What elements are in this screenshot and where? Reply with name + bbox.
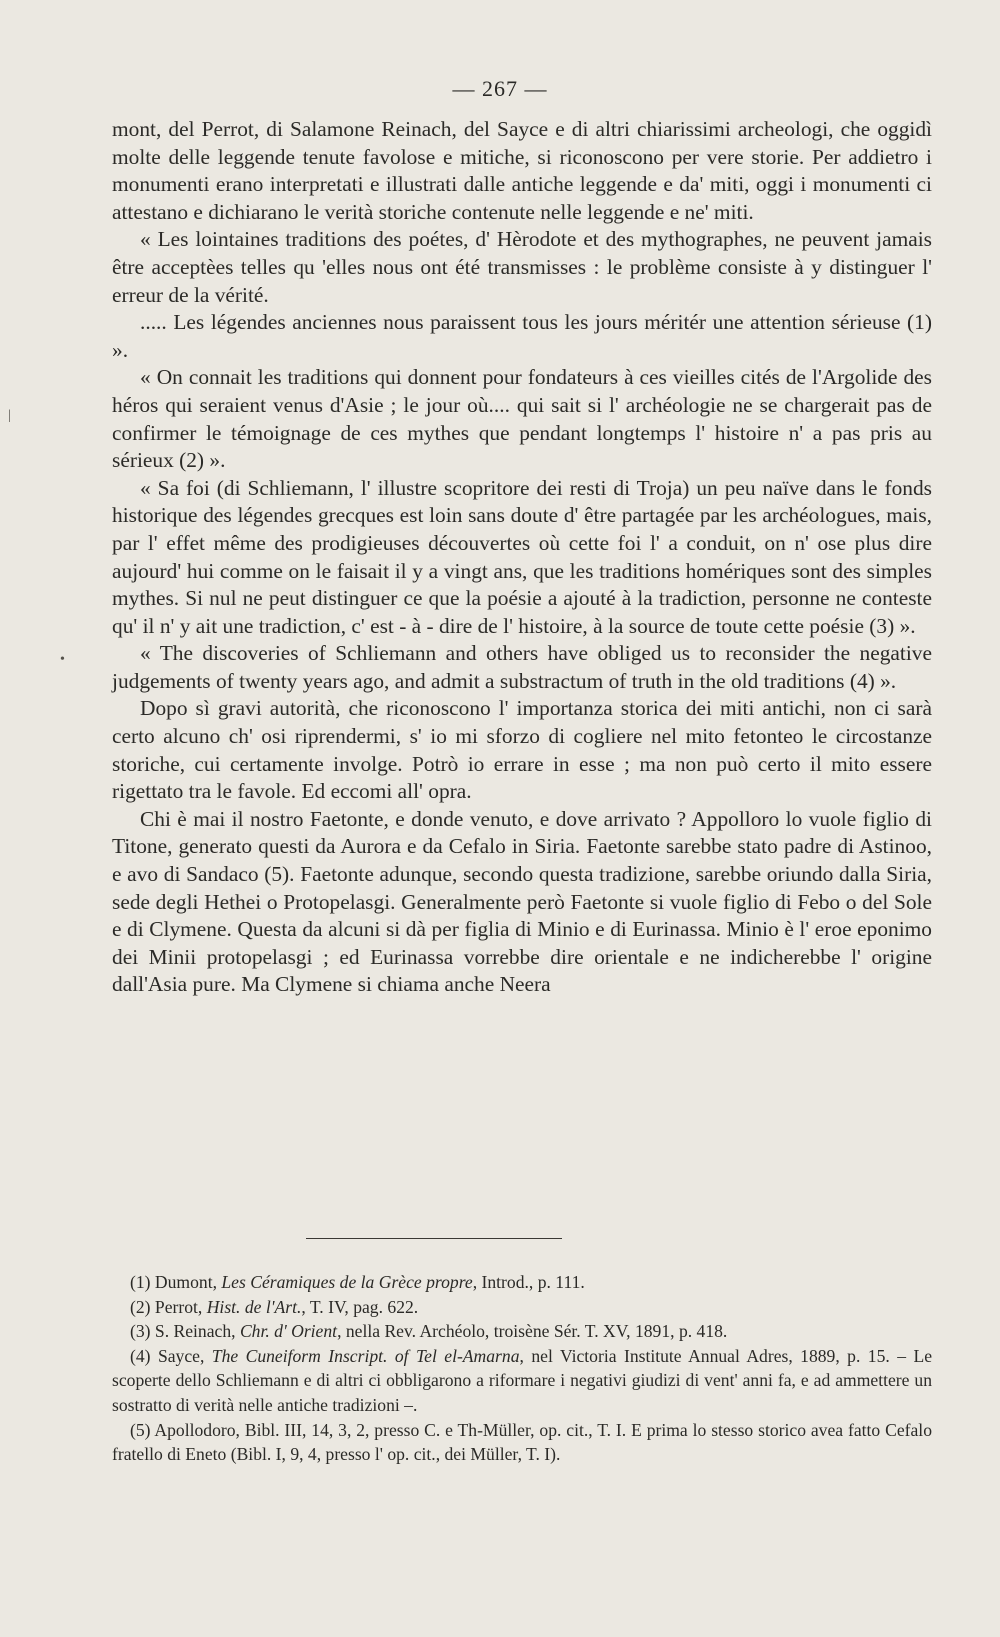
footnote-2-pre: (2) Perrot, xyxy=(130,1296,207,1317)
main-text xyxy=(112,116,932,999)
footnote-2 xyxy=(112,1295,932,1320)
footnote-3-title: Chr. d' Orient xyxy=(239,1321,338,1342)
footnote-4-post: , nel Victoria Institute Annual Adres, 1889, p. 15. – Le scoperte dello Schliemann e di altri ci obbligarono a riformare i negativi giudizi di vent' anni fa, e ad ammettere un sostratto di verità nelle antiche tradizioni –. xyxy=(112,1345,933,1415)
footnote-3-pre: (3) S. Reinach, xyxy=(130,1321,240,1342)
footnote-3 xyxy=(112,1319,932,1344)
footnotes xyxy=(112,1270,932,1467)
paragraph-8: Chi è mai il nostro Faetonte, e donde venuto, e dove arrivato ? Appolloro lo vuole figlio di Titone, generato questi da Aurora e da Cefalo in Siria. Faetonte sarebbe stato padre di Astinoo, e avo di Sandaco (5). Faetonte adunque, secondo questa tradizione, sarebbe oriundo dalla Siria, sede degli Hethei o Protopelasgi. Generalmente però Faetonte si vuole figlio di Febo o del Sole e di Clymene. Questa da alcuni si dà per figlia di Minio e di Eurinassa. Minio è l' eroe eponimo dei Minii protopelasgi ; ed Eurinassa vorrebbe dire orientale e ne indicherebbe l' origine dall'Asia pure. Ma Clymene si chiama anche Neera xyxy=(112,806,932,997)
paragraph-7: Dopo sì gravi autorità, che riconoscono l' importanza storica dei miti antichi, non ci sarà certo alcuno ch' osi riprendermi, s' io mi sforzo di cogliere nel mito fetonteo le circostanze storiche, cui certamente involge. Potrò io errare in esse ; ma non può certo il mito essere rigettato tra le favole. Ed eccomi all' opra. xyxy=(112,696,932,804)
footnote-4-pre: (4) Sayce, xyxy=(130,1345,212,1366)
margin-mark-tick: | xyxy=(8,408,11,423)
footnote-5-pre: (5) Apollodoro, Bibl. III, 14, 3, 2, presso C. e Th-Müller, op. cit., T. I. E prima lo stesso storico avea fatto Cefalo fratello di Eneto (Bibl. I, 9, 4, presso l' op. cit., dei Müller, T. I). xyxy=(112,1419,932,1465)
paragraph-4: « On connait les traditions qui donnent pour fondateurs à ces vieilles cités de l'Argolide des héros qui seraient venus d'Asie ; le jour où.... qui sait si l' archéologie ne se chargerait pas de confirmer le témoignage de ces mythes que pendant longtemps l' histoire n' a pas pris au sérieux (2) ». xyxy=(112,365,932,473)
footnote-divider xyxy=(306,1238,562,1239)
paragraph-2: « Les lointaines traditions des poétes, d' Hèrodote et des mythographes, ne peuvent jamais être acceptèes telles qu 'elles nous ont été transmisses : le problème consiste à y distinguer l' erreur de la vérité. xyxy=(112,227,932,307)
footnote-3-post: , nella Rev. Archéolo, troisène Sér. T. XV, 1891, p. 418. xyxy=(337,1321,728,1342)
page-number: — 267 — xyxy=(452,76,548,101)
paragraph-5: « Sa foi (di Schliemann, l' illustre scopritore dei resti di Troja) un peu naïve dans le fonds historique des légendes grecques est loin sans doute d' être partagée par les archéologues, mais, par l' effet même des prodigieuses découvertes où cette foi l' a conduit, on n' ose plus dire aujourd' hui comme on le faisait il y a vingt ans, que les traditions homériques sont des simples mythes. Si nul ne peut distinguer ce que la poésie a ajouté à la tradiction, personne ne conteste qu' il n' y ait une tradiction, c' est - à - dire de l' histoire, à la source de toute cette poésie (3) ». xyxy=(112,475,932,638)
footnote-1-title: Les Céramiques de la Grèce propre xyxy=(221,1272,473,1292)
footnote-4 xyxy=(112,1344,932,1418)
footnote-1 xyxy=(112,1270,932,1295)
footnote-2-title: Hist. de l'Art. xyxy=(206,1296,302,1317)
paragraph-6: « The discoveries of Schliemann and others have obliged us to reconsider the negative judgements of twenty years ago, and admit a substractum of truth in the old traditions (4) ». xyxy=(112,641,932,693)
footnote-1-post: , Introd., p. 111. xyxy=(472,1272,585,1292)
paragraph-1: mont, del Perrot, di Salamone Reinach, del Sayce e di altri chiarissimi archeologi, che oggidì molte delle leggende tenute favolose e mitiche, si riconoscono per vere storie. Per addietro i monumenti erano interpretati e illustrati dalle antiche leggende e da' miti, oggi i monumenti ci attestano e dichiarano le verità storiche contenute nelle leggende e ne' miti. xyxy=(112,117,932,224)
footnote-5 xyxy=(112,1418,932,1467)
margin-mark-dot: • xyxy=(60,652,65,667)
paragraph-3: ..... Les légendes anciennes nous paraissent tous les jours méritér une attention sérieuse (1) ». xyxy=(112,310,932,362)
footnote-1-pre: (1) Dumont, xyxy=(130,1272,222,1292)
footnote-2-post: , T. IV, pag. 622. xyxy=(301,1296,419,1317)
footnote-4-title: The Cuneiform Inscript. of Tel el-Amarna xyxy=(211,1345,520,1366)
